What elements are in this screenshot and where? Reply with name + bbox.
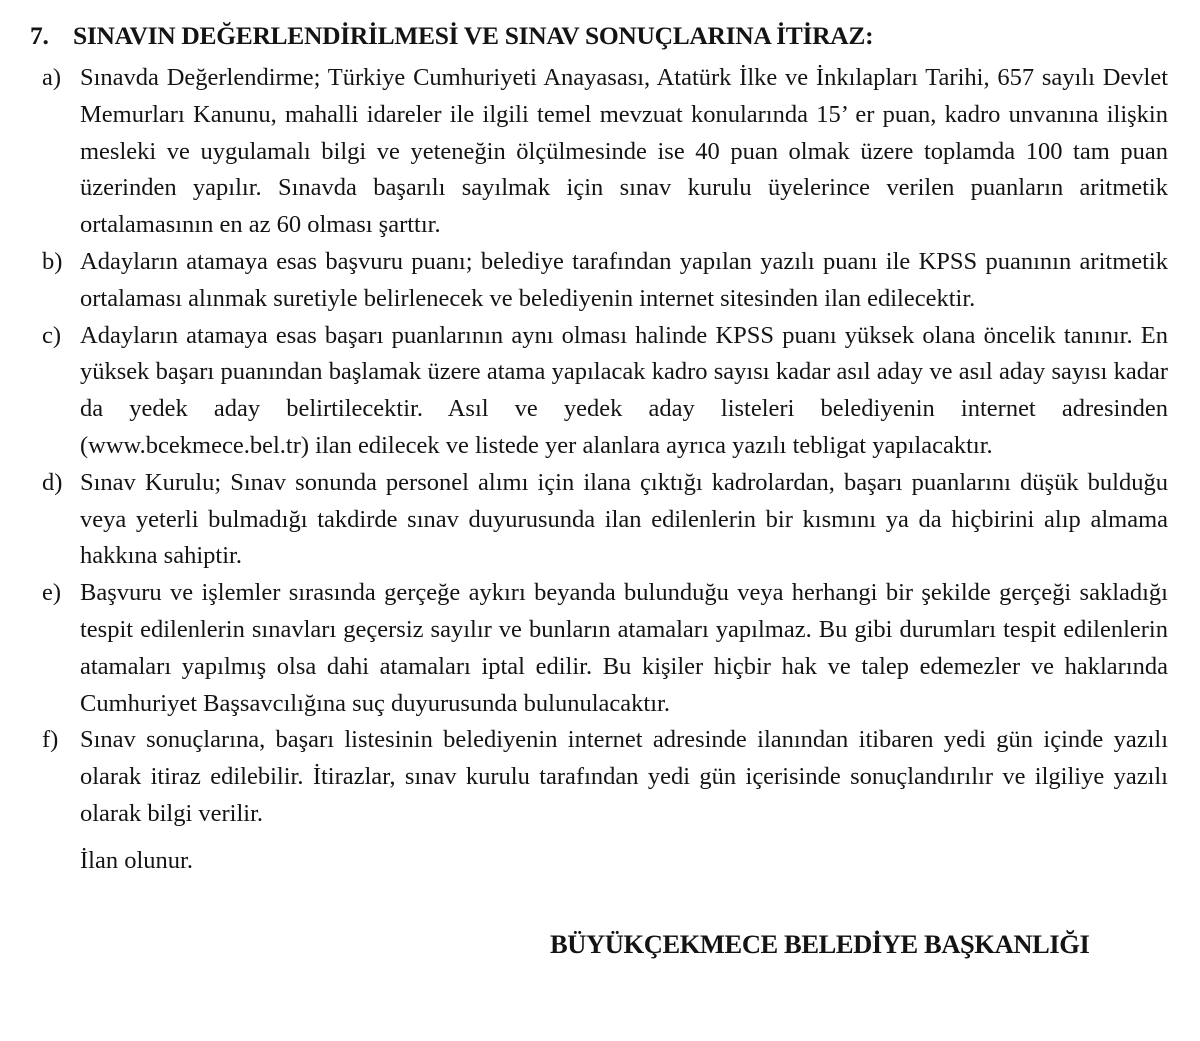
list-item-label: f) <box>42 726 59 754</box>
list-item <box>42 244 1168 318</box>
list-item-text: Başvuru ve işlemler sırasında gerçeğe aykırı beyanda bulunduğu veya herhangi bir şekilde gerçeği sakladığı tespit edilenlerin sınavları geçersiz sayılır ve bunların atamaları yapılmaz. Bu gibi durumları tespit edilenlerin atamaları yapılmış olsa dahi atamaları iptal edilir. Bu kişiler hiçbir hak ve talep edemezler ve haklarında Cumhuriyet Başsavcılığına suç duyurusunda bulunulacaktır. <box>80 579 1168 717</box>
section-number: 7. <box>30 21 49 50</box>
section-title: SINAVIN DEĞERLENDİRİLMESİ VE SINAV SONUÇLARINA İTİRAZ: <box>73 21 874 50</box>
list-item <box>42 575 1168 722</box>
list-item <box>42 60 1168 244</box>
list-item-label: b) <box>42 247 63 275</box>
closing-line: İlan olunur. <box>80 846 193 874</box>
list-item-text: Sınav sonuçlarına, başarı listesinin belediyenin internet adresinde ilanından itibaren yedi gün içinde yazılı olarak itiraz edilebilir. İtirazlar, sınav kurulu tarafından yedi gün içerisinde sonuçlandırılır ve ilgiliye yazılı olarak bilgi verilir. <box>80 726 1168 827</box>
list-item <box>42 722 1168 832</box>
list-item-label: d) <box>42 468 63 496</box>
itemized-list <box>42 60 1168 833</box>
list-item <box>42 318 1168 465</box>
list-item <box>42 465 1168 575</box>
list-item-text: Sınav Kurulu; Sınav sonunda personel alımı için ilana çıktığı kadrolardan, başarı puanlarını düşük bulduğu veya yeterli bulmadığı takdirde sınav duyurusunda ilan edilenlerin bir kısmını ya da hiçbirini alıp almama hakkına sahiptir. <box>80 468 1168 570</box>
list-item-label: a) <box>42 64 62 91</box>
section-heading <box>30 17 1168 55</box>
list-item-label: e) <box>42 579 62 607</box>
list-item-text: Sınavda Değerlendirme; Türkiye Cumhuriyeti Anayasası, Atatürk İlke ve İnkılapları Tarihi, 657 sayılı Devlet Memurları Kanunu, mahalli idareler ile ilgili temel mevzuat konularında 15’ er puan, kadro unvanına ilişkin mesleki ve uygulamalı bilgi ve yeteneğin ölçülmesinde ise 40 puan olmak üzere toplamda 100 tam puan üzerinden yapılır. Sınavda başarılı sayılmak için sınav kurulu üyelerince verilen puanların aritmetik ortalamasının en az 60 olması şarttır. <box>80 64 1168 239</box>
list-item-text: Adayların atamaya esas başvuru puanı; belediye tarafından yapılan yazılı puanı ile KPSS puanının aritmetik ortalaması alınmak suretiyle belirlenecek ve belediyenin internet sitesinden ilan edilecektir. <box>80 247 1168 312</box>
list-item-text: Adayların atamaya esas başarı puanlarının aynı olması halinde KPSS puanı yüksek olana öncelik tanınır. En yüksek başarı puanından başlamak üzere atama yapılacak kadro sayısı kadar asıl aday ve asıl aday sayısı kadar da yedek aday belirtilecektir. Asıl ve yedek aday listeleri belediyenin internet adresinden (www.bcekmece.bel.tr) ilan edilecek ve listede yer alanlara ayrıca yazılı tebligat yapılacaktır. <box>80 321 1168 459</box>
signature-line: BÜYÜKÇEKMECE BELEDİYE BAŞKANLIĞI <box>550 928 1090 959</box>
list-item-label: c) <box>42 321 62 349</box>
